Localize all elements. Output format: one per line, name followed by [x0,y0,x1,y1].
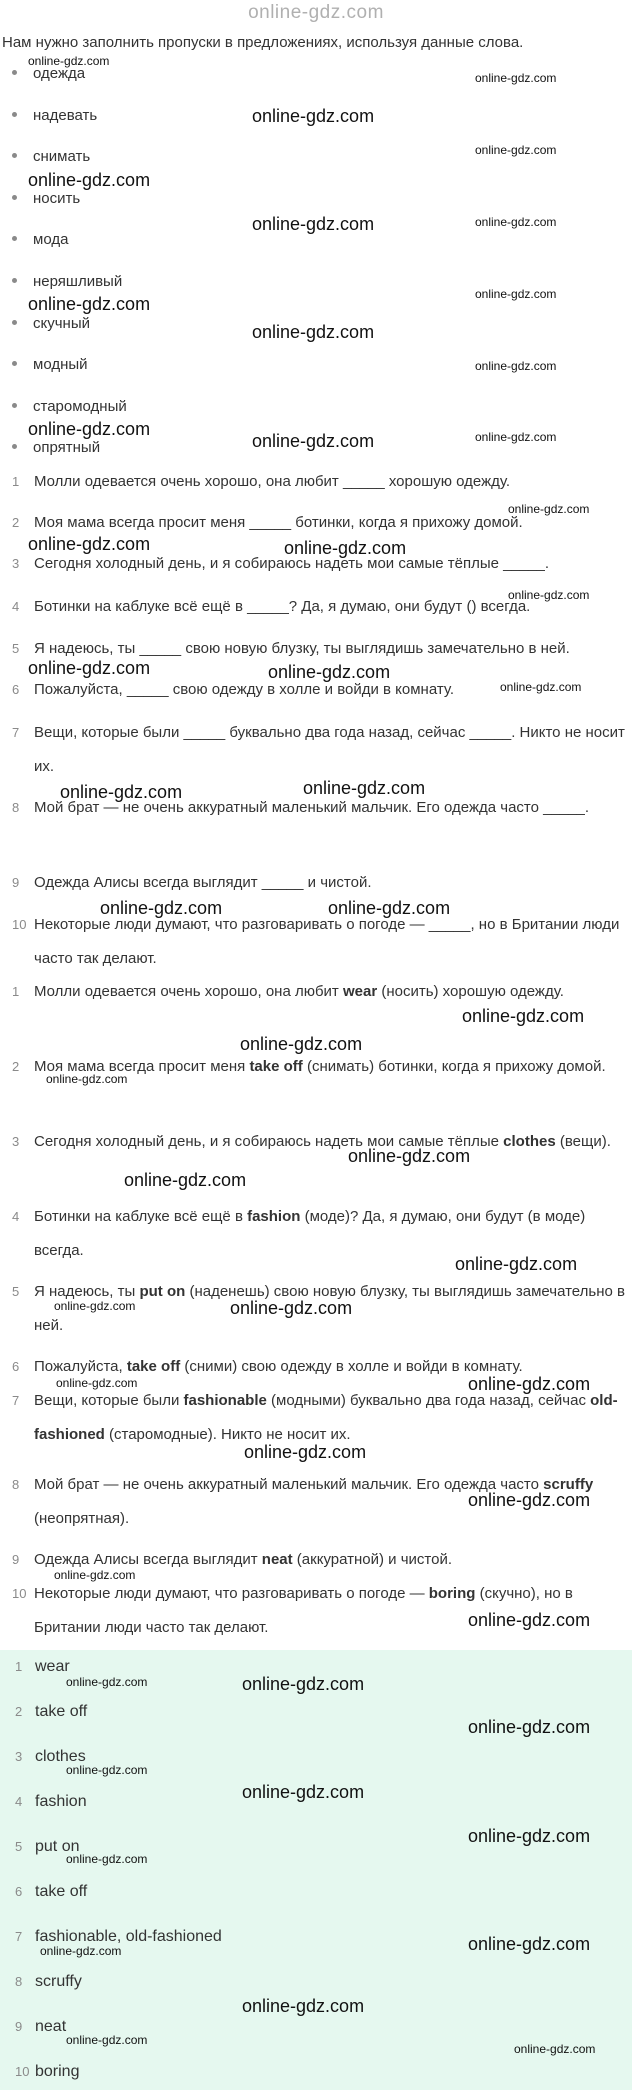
site-title: online-gdz.com [248,2,384,23]
watermark: online-gdz.com [40,1944,122,1958]
watermark: online-gdz.com [475,359,557,373]
bullet-icon [12,236,17,241]
watermark: online-gdz.com [28,54,110,68]
watermark: online-gdz.com [28,294,151,314]
watermark: online-gdz.com [242,1782,365,1802]
watermark: online-gdz.com [468,1934,591,1954]
bullet-icon [12,70,17,75]
watermark: online-gdz.com [468,1610,591,1630]
word-item: опрятный [12,438,127,480]
word-list [12,64,127,480]
bullet-icon [12,153,17,158]
bullet-icon [12,320,17,325]
intro-text: Нам нужно заполнить пропуски в предложениях, используя данные слова. [2,34,524,51]
watermark: online-gdz.com [28,170,151,190]
bullet-icon [12,112,17,117]
watermark: online-gdz.com [56,1376,138,1390]
watermark: online-gdz.com [468,1374,591,1394]
watermark: online-gdz.com [244,1442,367,1462]
watermark: online-gdz.com [66,2033,148,2047]
watermark: online-gdz.com [66,1675,148,1689]
watermark: online-gdz.com [252,106,375,126]
bullet-icon [12,278,17,283]
watermark: online-gdz.com [475,287,557,301]
watermark: online-gdz.com [500,680,582,694]
watermark: online-gdz.com [462,1006,585,1026]
watermark: online-gdz.com [303,778,426,798]
watermark: online-gdz.com [268,662,391,682]
watermark: online-gdz.com [468,1826,591,1846]
watermark: online-gdz.com [230,1298,353,1318]
watermark: online-gdz.com [284,538,407,558]
watermark: online-gdz.com [475,430,557,444]
watermark: online-gdz.com [252,214,375,234]
word-item: надевать [12,106,127,148]
answers-panel: 1 wear 2 take off 3 clothes 4 fashion 5 put on 6 take off 7 fashionable, old-fashioned 8 scruffy 9 neat 10 boring [0,1650,632,2090]
bullet-icon [12,444,17,449]
watermark: online-gdz.com [514,2042,596,2056]
watermark: online-gdz.com [240,1034,363,1054]
word-item: неряшливый [12,272,127,314]
bullet-icon [12,361,17,366]
watermark: online-gdz.com [475,143,557,157]
watermark: online-gdz.com [28,534,151,554]
watermark: online-gdz.com [28,419,151,439]
watermark: online-gdz.com [54,1568,136,1582]
watermark: online-gdz.com [455,1254,578,1274]
word-item: старомодный [12,397,127,439]
word-item: мода [12,230,127,272]
word-item: модный [12,355,127,397]
watermark: online-gdz.com [348,1146,471,1166]
watermark: online-gdz.com [66,1852,148,1866]
word-item: снимать [12,147,127,189]
watermark: online-gdz.com [468,1490,591,1510]
watermark: online-gdz.com [242,1996,365,2016]
word-item: одежда [12,64,127,106]
watermark: online-gdz.com [468,1717,591,1737]
watermark: online-gdz.com [60,782,183,802]
watermark: online-gdz.com [66,1763,148,1777]
watermark: online-gdz.com [242,1674,365,1694]
watermark: online-gdz.com [54,1299,136,1313]
word-item: носить [12,189,127,231]
bullet-icon [12,403,17,408]
watermark: online-gdz.com [475,71,557,85]
watermark: online-gdz.com [508,502,590,516]
watermark: online-gdz.com [328,898,451,918]
watermark: online-gdz.com [475,215,557,229]
watermark: online-gdz.com [124,1170,247,1190]
watermark: online-gdz.com [508,588,590,602]
watermark: online-gdz.com [46,1072,128,1086]
watermark: online-gdz.com [100,898,223,918]
watermark: online-gdz.com [28,658,151,678]
watermark: online-gdz.com [252,322,375,342]
bullet-icon [12,195,17,200]
watermark: online-gdz.com [252,431,375,451]
word-item: скучный [12,314,127,356]
